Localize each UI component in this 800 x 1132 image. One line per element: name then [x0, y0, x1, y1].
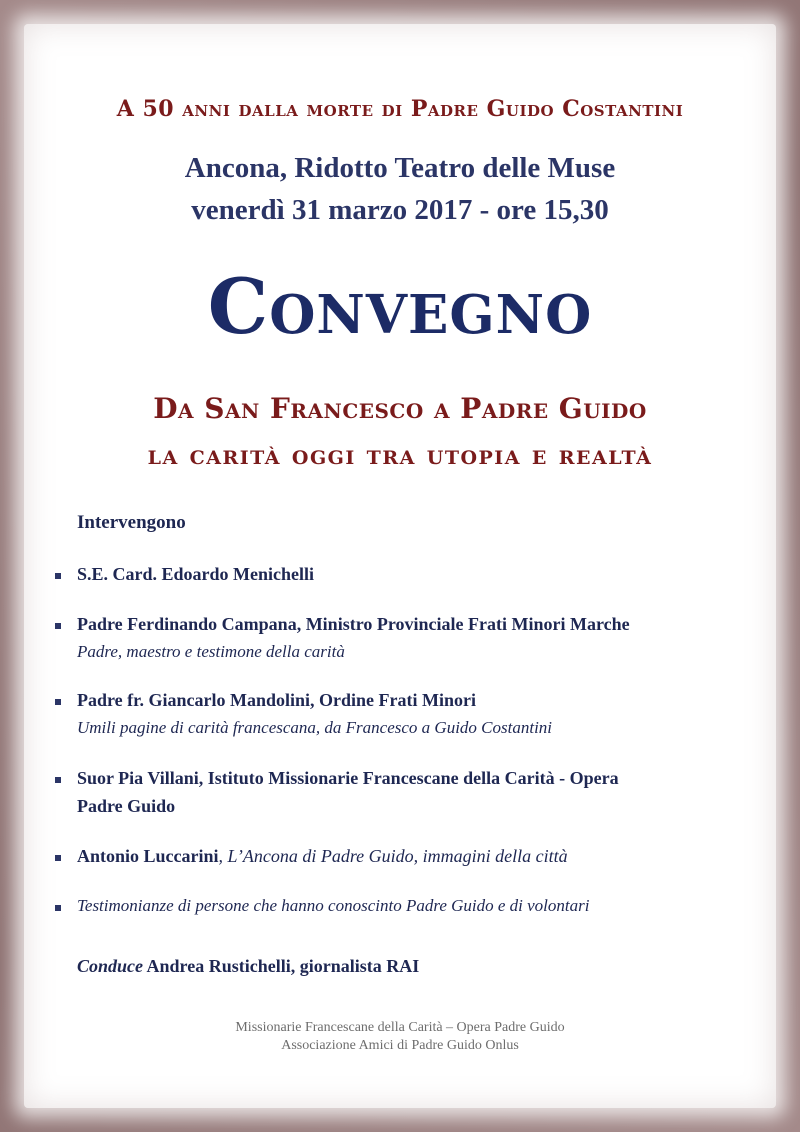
bullet-icon — [55, 623, 61, 629]
page-title: Convegno — [207, 262, 593, 351]
venue-line: Ancona, Ridotto Teatro delle Muse — [184, 152, 616, 184]
event-heading: A 50 anni dalla morte di Padre Guido Costantini — [116, 96, 684, 122]
footer-association: Associazione Amici di Padre Guido Onlus — [281, 1038, 519, 1053]
bullet-icon — [55, 855, 61, 861]
bullet-icon — [55, 777, 61, 783]
moderator-name: Andrea Rustichelli, giornalista RAI — [143, 956, 420, 976]
speaker-topic: , L’Ancona di Padre Guido, immagini della città — [218, 846, 568, 866]
speaker-topic: Padre, maestro e testimone della carità — [77, 642, 345, 661]
speaker-line — [77, 842, 747, 870]
moderator-label: Conduce — [77, 956, 144, 976]
speaker-topic: Umili pagine di carità francescana, da Francesco a Guido Costantini — [77, 718, 553, 737]
subtitle-line-2: la carità oggi tra utopia e realtà — [147, 440, 653, 471]
subtitle-line-1: Da San Francesco a Padre Guido — [153, 392, 647, 425]
bullet-icon — [55, 699, 61, 705]
date-time-line: venerdì 31 marzo 2017 - ore 15,30 — [191, 194, 609, 226]
speaker-name: Padre fr. Giancarlo Mandolini, Ordine Frati Minori — [77, 690, 476, 710]
testimonials-line: Testimonianze di persone che hanno conoscinto Padre Guido e di volontari — [77, 896, 590, 915]
footer-organization: Missionarie Francescane della Carità – Opera Padre Guido — [235, 1020, 565, 1035]
bullet-icon — [55, 905, 61, 911]
speaker-name: Suor Pia Villani, Istituto Missionarie Francescane della Carità - Opera — [77, 768, 619, 788]
speaker-name-continued: Padre Guido — [77, 796, 176, 816]
speaker-name: S.E. Card. Edoardo Menichelli — [77, 564, 315, 584]
bullet-icon — [55, 573, 61, 579]
moderator-line — [77, 956, 419, 977]
speaker-name: Antonio Luccarini — [77, 846, 219, 866]
speaker-name: Padre Ferdinando Campana, Ministro Provinciale Frati Minori Marche — [77, 614, 630, 634]
speakers-heading: Intervengono — [77, 512, 186, 533]
